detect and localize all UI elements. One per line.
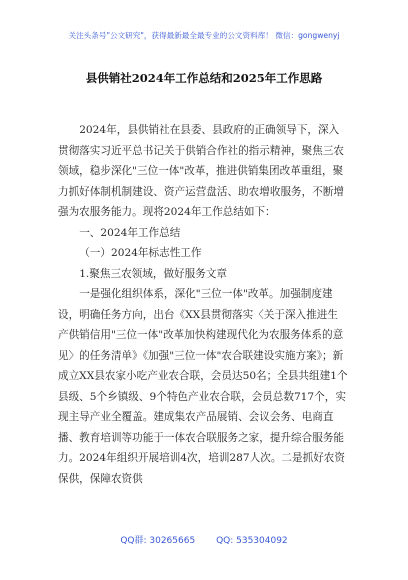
qq-link[interactable]: QQ: 535304092 [216, 536, 288, 546]
document-body [58, 120, 348, 489]
section-heading: 一、2024年工作总结 [79, 226, 181, 239]
subsection-heading: （一）2024年标志性工作 [79, 247, 202, 259]
qq-group-link[interactable]: QQ群: 30265665 [120, 536, 196, 546]
intro-paragraph: 2024年，县供销社在县委、县政府的正确领导下，深入贯彻落实习近平总书记关于供销合作社的指示精神，聚焦三农领域，稳步深化"三位一体"改革，推进供销集团改革重组，聚力抓好体制机制建设、资产运营盘活、助农增收服务，不断增强为农服务能力。现将2024年工作总结如下： [58, 124, 345, 218]
header-note: 关注头条号"公文研究"，获得最新最全最专业的公文资料库！ 微信：gongwenyj [68, 31, 340, 40]
item-heading: 1.聚焦三农领域，做好服务文章 [79, 267, 228, 280]
footer-contact [0, 533, 408, 546]
body-paragraph: 一是强化组织体系，深化"三位一体"改革。加强制度建设，明确任务方向，出台《XX县贯彻落实〈关于深入推进生产供销信用"三位一体"改革加快构建现代化为农服务体系的意见〉的任务清单》《加强"三位一体"农合联建设实施方案》；新成立XX县农家小吃产业农合联，会员达50名；全县共组建1个县级、5个乡镇级、9个特色产业农合联，会员总数717个，实现主导产业全覆盖。建成集农产品展销、会议会务、电商直播、教育培训等功能于一体农合联服务之家，提升综合服务能力。2024年组织开展培训4次，培训287人次。二是抓好农资保供，保障农资供 [58, 288, 348, 485]
document-title: 县供销社2024年工作总结和2025年工作思路 [85, 71, 323, 85]
